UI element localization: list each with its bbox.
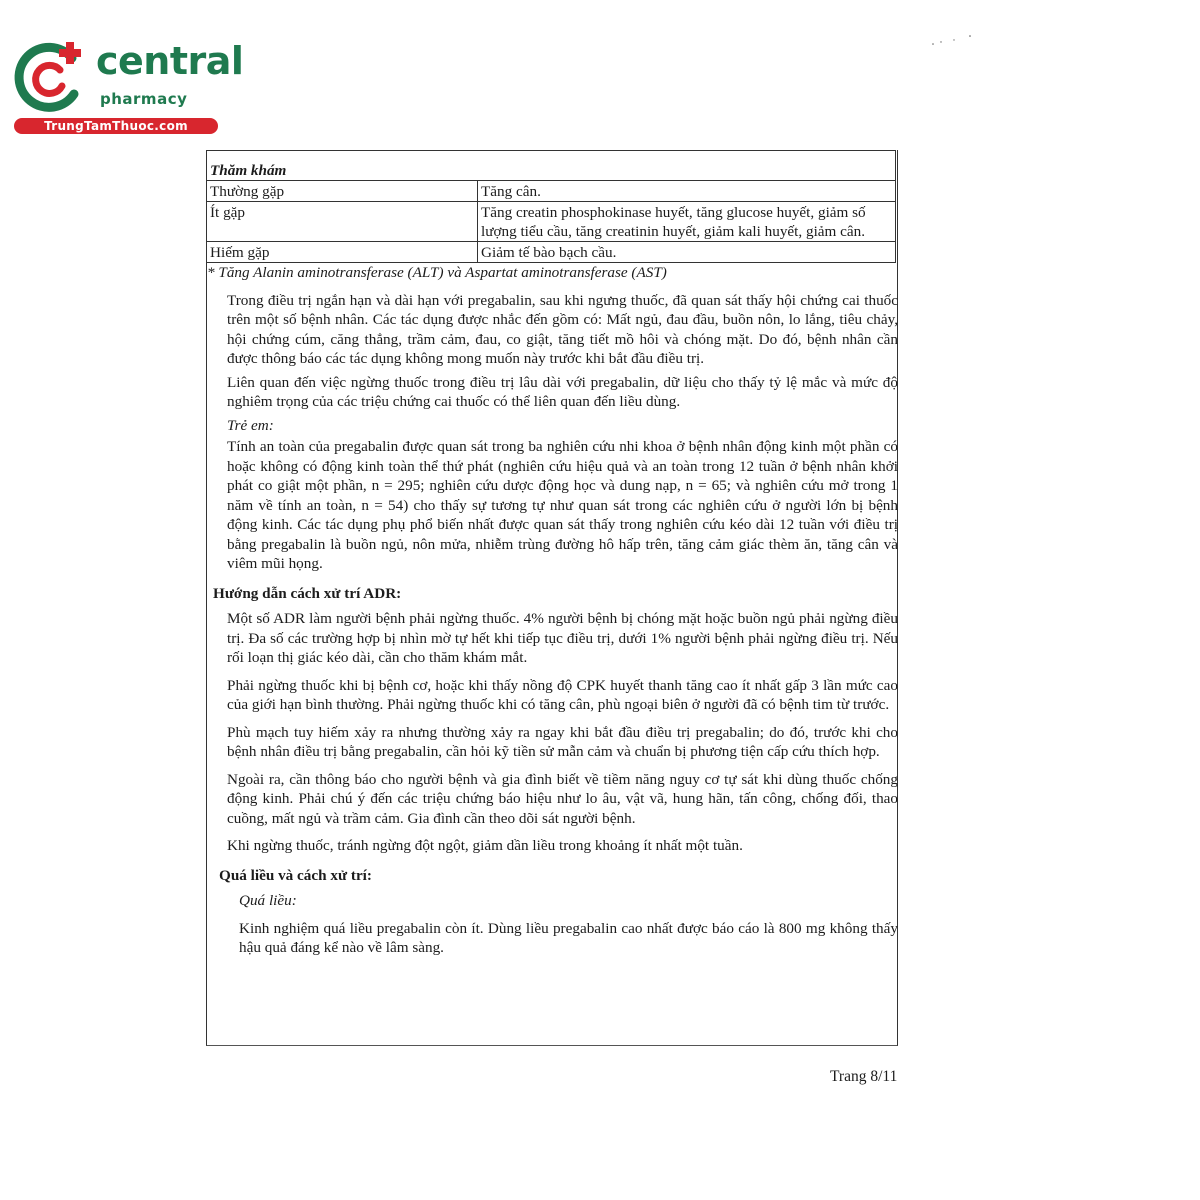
- overdose-paragraph: Kinh nghiệm quá liều pregabalin còn ít. Dùng liều pregabalin cao nhất được báo cáo là 800 mg không thấy hậu quả đáng kể nào về lâm sàng.: [239, 919, 898, 956]
- adverse-effects-table: [206, 150, 896, 263]
- adr-paragraph-4: Ngoài ra, cần thông báo cho người bệnh và gia đình biết về tiềm năng nguy cơ tự sát khi dùng thuốc chống động kinh. Phải chú ý đến các triệu chứng báo hiệu như lo âu, vật vã, hung hãn, tấn công, chống đối, thao cuồng, mất ngủ và trầm cảm. Gia đình cần theo dõi sát người bệnh.: [227, 770, 898, 827]
- adr-section: [205, 574, 900, 856]
- withdrawal-paragraph-1: Trong điều trị ngắn hạn và dài hạn với pregabalin, sau khi ngưng thuốc, đã quan sát thấy hội chứng cai thuốc trên một số bệnh nhân. Các tác dụng được nhắc đến gồm có: Mất ngủ, đau đầu, buồn nôn, lo lắng, tiêu chảy, hội chứng cúm, căng thẳng, trầm cảm, đau, co giật, tăng tiết mồ hôi và chóng mặt. Do đó, bệnh nhân cần được thông báo các tác dụng không mong muốn này trước khi bắt đầu điều trị.: [227, 291, 898, 367]
- brand-name: central: [96, 39, 244, 83]
- brand-sub: pharmacy: [100, 90, 188, 108]
- frequency-cell: Hiếm gặp: [207, 242, 478, 263]
- table-row: [207, 242, 896, 263]
- frequency-cell: Ít gặp: [207, 202, 478, 242]
- brand-logo: [10, 38, 244, 138]
- table-footnote: * Tăng Alanin aminotransferase (ALT) và Aspartat aminotransferase (AST): [207, 264, 667, 281]
- adr-paragraph-1: Một số ADR làm người bệnh phải ngừng thuốc. 4% người bệnh bị chóng mặt hoặc buồn ngủ phải ngừng điều trị. Đa số các trường hợp bị nhìn mờ tự hết khi tiếp tục điều trị, dưới 1% người bệnh phải ngừng điều trị. Nếu rối loạn thị giác kéo dài, cần cho thăm khám mắt.: [227, 610, 898, 666]
- effect-cell: Giảm tế bào bạch cầu.: [478, 242, 896, 263]
- table-row: [207, 202, 896, 242]
- table-header: Thăm khám: [207, 151, 896, 181]
- effect-cell: Tăng cân.: [478, 181, 896, 202]
- overdose-section: [205, 856, 900, 958]
- adr-paragraph-3: Phù mạch tuy hiếm xảy ra nhưng thường xảy ra ngay khi bắt đầu điều trị pregabalin; do đó, trước khi cho bệnh nhân điều trị bằng pregabalin, cần hỏi kỹ tiền sử mẫn cảm và chuẩn bị phương tiện cấp cứu thích hợp.: [227, 723, 898, 760]
- scan-specks: [930, 34, 980, 48]
- table-header-row: [207, 151, 896, 181]
- frequency-cell: Thường gặp: [207, 181, 478, 202]
- overdose-heading: Quá liều và cách xử trí:: [219, 866, 372, 884]
- table-row: [207, 181, 896, 202]
- adr-paragraph-5: Khi ngừng thuốc, tránh ngừng đột ngột, giảm dần liều trong khoảng ít nhất một tuần.: [227, 837, 743, 854]
- withdrawal-section: [205, 283, 900, 574]
- adr-paragraph-2: Phải ngừng thuốc khi bị bệnh cơ, hoặc khi thấy nồng độ CPK huyết thanh tăng cao ít nhất gấp 3 lần mức cao của giới hạn bình thường. Phải ngừng thuốc khi có tăng cân, phù ngoại biên ở người đã có bệnh tim từ trước.: [227, 676, 898, 713]
- adr-heading: Hướng dẫn cách xử trí ADR:: [213, 584, 402, 602]
- central-pharmacy-logo-icon: [10, 38, 88, 116]
- effect-cell: Tăng creatin phosphokinase huyết, tăng glucose huyết, giảm số lượng tiểu cầu, tăng creatinin huyết, giảm kali huyết, giảm cân.: [478, 202, 896, 242]
- page-number: Trang 8/11: [830, 1068, 898, 1085]
- brand-site-link[interactable]: TrungTamThuoc.com: [14, 118, 218, 134]
- withdrawal-paragraph-2: Liên quan đến việc ngừng thuốc trong điều trị lâu dài với pregabalin, dữ liệu cho thấy tỷ lệ mắc và mức độ nghiêm trọng của các triệu chứng cai thuốc có thể liên quan đến liều dùng.: [227, 373, 898, 410]
- children-subheading: Trẻ em:: [227, 416, 274, 434]
- document-body: [205, 150, 900, 958]
- overdose-subheading: Quá liều:: [239, 892, 297, 909]
- children-paragraph: Tính an toàn của pregabalin được quan sát trong ba nghiên cứu nhi khoa ở bệnh nhân động kinh một phần có hoặc không có động kinh toàn thể thứ phát (nghiên cứu hiệu quả và an toàn trong 12 tuần ở bệnh nhân khởi phát co giật một phần, n = 295; nghiên cứu dược động học và dung nạp, n = 65; và nghiên cứu mở trong 1 năm về tính an toàn, n = 54) cho thấy sự tương tự như quan sát trong các nghiên cứu ở người lớn bị bệnh động kinh. Các tác dụng phụ phổ biến nhất được quan sát thấy trong nghiên cứu kéo dài 12 tuần với điều trị bằng pregabalin là buồn ngủ, nôn mửa, nhiễm trùng đường hô hấp trên, tăng cảm giác thèm ăn, tăng cân và viêm mũi họng.: [227, 438, 898, 572]
